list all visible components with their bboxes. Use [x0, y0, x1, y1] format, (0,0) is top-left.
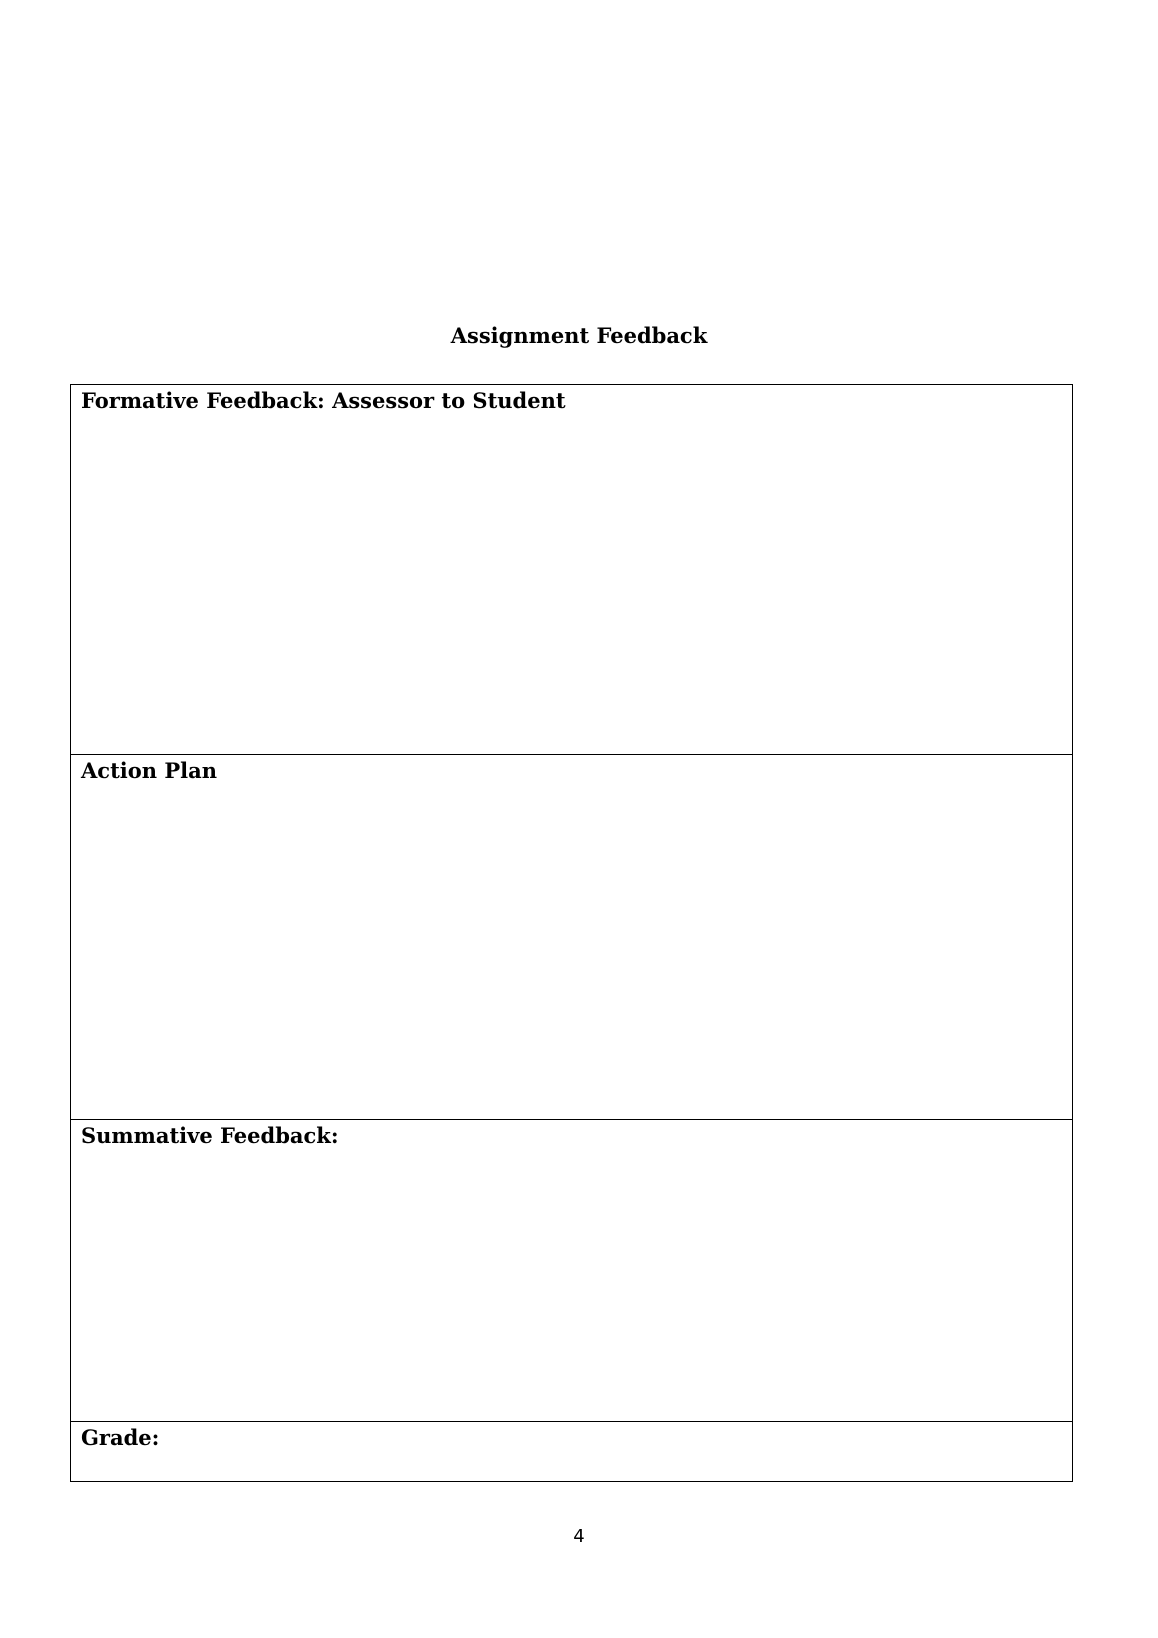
grade-label: Grade:: [81, 1425, 160, 1450]
action-plan-cell[interactable]: [71, 755, 1073, 1120]
table-row: [71, 1422, 1073, 1482]
feedback-table: [70, 384, 1073, 1482]
grade-cell[interactable]: [71, 1422, 1073, 1482]
summative-feedback-label: Summative Feedback:: [81, 1123, 339, 1148]
page-title: Assignment Feedback: [450, 323, 708, 348]
formative-feedback-label: Formative Feedback: Assessor to Student: [81, 388, 566, 413]
page-number: 4: [573, 1526, 585, 1547]
summative-feedback-cell[interactable]: [71, 1120, 1073, 1422]
table-row: [71, 1120, 1073, 1422]
table-row: [71, 755, 1073, 1120]
table-row: [71, 385, 1073, 755]
formative-feedback-cell[interactable]: [71, 385, 1073, 755]
action-plan-label: Action Plan: [81, 758, 217, 783]
